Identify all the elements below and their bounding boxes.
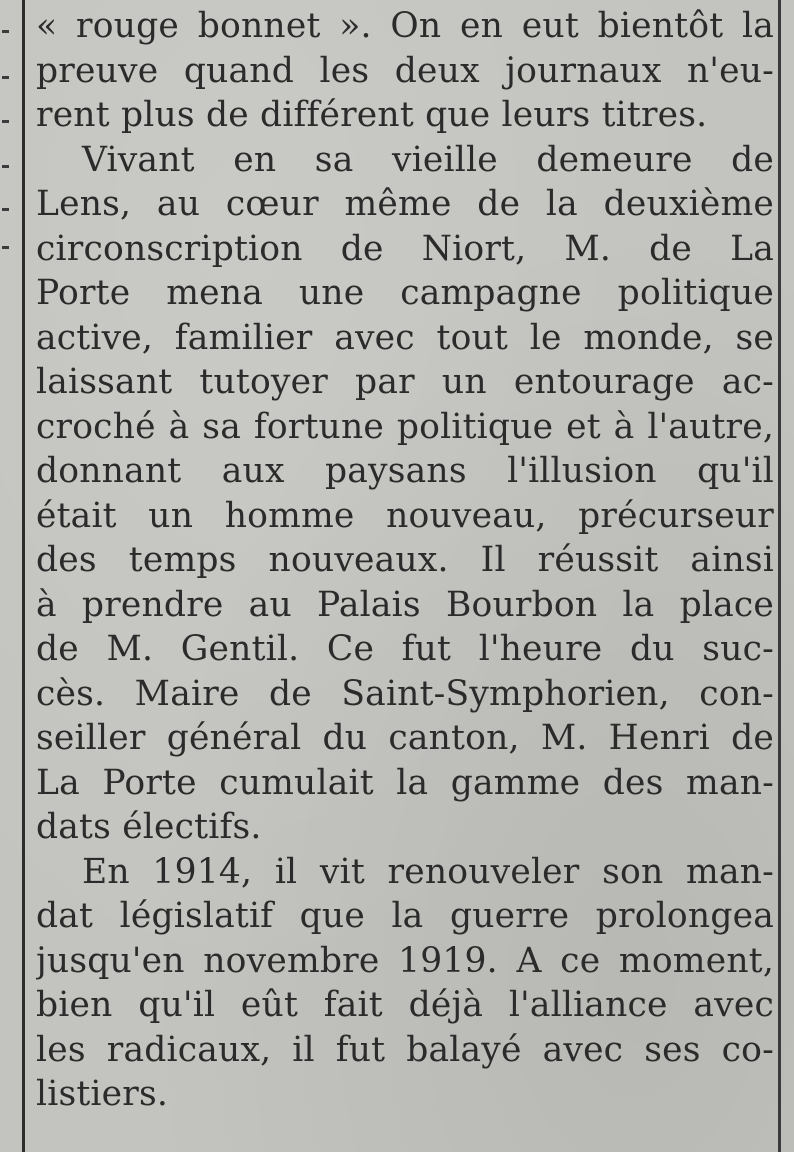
edge-fragment [2, 76, 9, 79]
edge-fragment [2, 165, 9, 168]
text-line: seiller général du canton, M. Henri de [36, 718, 774, 758]
text-line: jusqu'en novembre 1919. A ce moment, [36, 940, 774, 981]
article-column [36, 4, 774, 1124]
text-line: circonscription de Niort, M. de La [36, 228, 774, 269]
column-rule-right [778, 0, 781, 1152]
text-line: cès. Maire de Saint-Symphorien, con- [36, 673, 774, 714]
adjacent-column-fragments [0, 0, 16, 1152]
text-line: Vivant en sa vieille demeure de [82, 139, 774, 180]
text-line: preuve quand les deux journaux n'eu- [36, 50, 774, 91]
edge-fragment [2, 208, 9, 211]
text-line: bien qu'il eût fait déjà l'alliance avec [36, 985, 774, 1025]
column-rule-left [22, 0, 25, 1152]
text-line: dats électifs. [36, 807, 262, 847]
text-line: « rouge bonnet ». On en eut bientôt la [36, 6, 774, 46]
text-line: les radicaux, il fut balayé avec ses co- [36, 1029, 774, 1070]
text-line: des temps nouveaux. Il réussit ainsi [36, 540, 774, 580]
text-line: dat législatif que la guerre prolongea [36, 896, 774, 936]
text-line: croché à sa fortune politique et à l'autre, [36, 406, 774, 447]
text-line: listiers. [36, 1074, 169, 1114]
text-line: active, familier avec tout le monde, se [36, 317, 774, 358]
text-line: Lens, au cœur même de la deuxième [36, 184, 774, 224]
edge-fragment [2, 246, 9, 249]
text-line: donnant aux paysans l'illusion qu'il [36, 451, 774, 491]
text-line: était un homme nouveau, précurseur [36, 495, 774, 536]
text-line: Porte mena une campagne politique [36, 273, 774, 313]
text-line: rent plus de différent que leurs titres. [36, 95, 708, 135]
text-line: En 1914, il vit renouveler son man- [82, 851, 774, 892]
edge-fragment [2, 30, 9, 33]
text-line: de M. Gentil. Ce fut l'heure du suc- [36, 629, 774, 669]
edge-fragment [2, 120, 9, 123]
text-line: laissant tutoyer par un entourage ac- [36, 362, 774, 402]
text-line: à prendre au Palais Bourbon la place [36, 584, 774, 625]
text-line: La Porte cumulait la gamme des man- [36, 762, 774, 803]
